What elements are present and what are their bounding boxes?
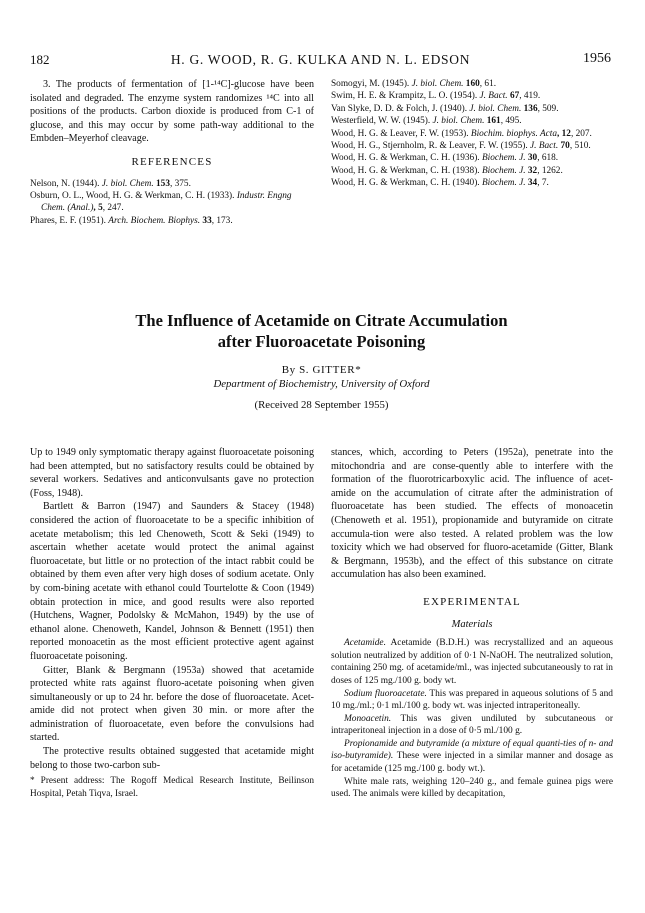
reference-entry [331, 90, 613, 102]
year: 1956 [583, 51, 611, 66]
prev-article-left-column [30, 78, 314, 227]
reference-volume: , 12 [556, 128, 571, 139]
reference-pages: , 1262. [537, 165, 563, 176]
reference-pages: , 509. [537, 103, 559, 114]
reference-authors: Wood, H. G. & Leaver, F. W. (1953). [331, 128, 471, 139]
received-date: (Received 28 September 1955) [254, 399, 389, 411]
propionamide-label: Propionamide and butyramide (a mixture of equal quanti-ties of n- and iso-butyramide). [331, 738, 613, 762]
reference-authors: Nelson, N. (1944). [30, 178, 102, 189]
materials-animals: White male rats, weighing 120–240 g., and female guinea pigs were used. The animals were killed by decapitation, [331, 776, 613, 800]
article-right-column [331, 446, 613, 801]
prev-article-right-column [331, 78, 613, 190]
materials-propionamide [331, 738, 613, 776]
reference-volume: 67 [507, 91, 520, 102]
acetamide-label: Acetamide. [344, 638, 386, 649]
reference-entry [30, 190, 314, 215]
intro-paragraph-1: Up to 1949 only symptomatic therapy against fluoroacetate poisoning had been attempted, but no satisfactory results could be obtained by several workers. Sedatives and anticonvulsants gave no protection (Foss, 1948). [30, 447, 314, 499]
fluoroacetate-label: Sodium fluoroacetate. [344, 688, 427, 699]
reference-pages: , 375. [169, 178, 191, 189]
article-title-line-1: The Influence of Acetamide on Citrate Accumulation [135, 311, 508, 330]
reference-journal: Biochim. biophys. Acta [470, 128, 557, 139]
reference-entry [331, 128, 613, 140]
reference-authors: Wood, H. G., Stjernholm, R. & Leaver, F. W. (1955). [331, 141, 531, 152]
reference-entry [331, 103, 613, 115]
reference-pages: , 7. [537, 178, 549, 189]
monoacetin-label: Monoacetin. [344, 713, 392, 724]
reference-pages: , 207. [570, 128, 592, 139]
reference-authors: Osburn, O. L., Wood, H. G. & Werkman, C. H. (1933). [30, 190, 237, 201]
references-list-left [30, 178, 314, 228]
byline: By S. GITTER* [281, 364, 362, 376]
affiliation: Department of Biochemistry, University of Oxford [213, 378, 430, 390]
materials-monoacetin [331, 713, 613, 738]
reference-volume: , 5 [93, 203, 103, 214]
materials-heading: Materials [451, 618, 493, 630]
reference-journal: J. biol. Chem. [432, 116, 485, 127]
reference-volume: 32 [525, 165, 538, 176]
reference-volume: 136 [521, 103, 538, 114]
reference-volume: 70 [558, 141, 570, 152]
materials-fluoroacetate [331, 688, 613, 713]
article-left-column [30, 446, 314, 800]
article-title-block [30, 310, 613, 411]
reference-journal: Biochem. J. [481, 153, 526, 164]
reference-authors: Wood, H. G. & Werkman, C. H. (1940). [331, 178, 482, 189]
reference-pages: , 618. [537, 153, 559, 164]
intro-paragraph-2: Bartlett & Barron (1947) and Saunders & Stacey (1948) considered the action of fluoroacetate to be a specific inhibition of acetate metabolism; this led Chenoweth, Scott & Seki (1949) to ascertain whether acetate would protect the animal against fluoroacetate, but little or no protection of the intact rabbit could be obtained by them even after very high doses of sodium acetate. Only by com-bining acetate with ethanol could Tourtelotte & Coon (1949) obtain protection in mice, and good results were also reported (Hutchens, Wagner, Podolsky & McMahon, 1949) by the use of ethanol alone. Chenoweth, Kandel, Johnson & Bennett (1951) then reported monoacetin as the most efficient protective agent against fluoroacetate poisoning. [30, 501, 314, 662]
reference-journal: Arch. Biochem. Biophys. [108, 215, 201, 226]
experimental-heading: EXPERIMENTAL [423, 595, 521, 608]
reference-pages: , 247. [102, 203, 124, 214]
conclusion-item-3: 3. The products of fermentation of [1-¹⁴C]-glucose have been isolated and degraded. The enzyme system randomizes ¹⁴C into all positions of the products. Carbon dioxide is produced from C-1 of glucose, and this may occur by some path-way additional to the Embden–Meyerhof cleavage. [30, 79, 314, 145]
reference-authors: Wood, H. G. & Werkman, C. H. (1936). [331, 153, 482, 164]
reference-entry [331, 152, 613, 164]
intro-paragraph-4: The protective results obtained suggested that acetamide might belong to those two-carbon sub- [30, 746, 314, 771]
reference-entry [331, 177, 613, 189]
reference-journal: Biochem. J. [481, 165, 526, 176]
reference-volume: 34 [525, 178, 538, 189]
reference-authors: Swim, H. E. & Krampitz, L. O. (1954). [331, 91, 480, 102]
reference-authors: Somogyi, M. (1945). [331, 79, 412, 89]
reference-volume: 161 [484, 116, 501, 127]
reference-journal: Biochem. J. [481, 178, 526, 189]
materials-acetamide [331, 637, 613, 687]
page-number: 182 [30, 52, 50, 67]
reference-entry [331, 140, 613, 152]
intro-paragraph-3: Gitter, Blank & Bergmann (1953a) showed that acetamide protected white rats against fluoro-acetate poisoning when given simultaneously or up to 24 hr. before the dose of fluoroacetate. Acet-amide did not protect when given 30 min. or more after the administration of fluoroacetate, even before the convulsions had started. [30, 664, 314, 744]
references-list-right [331, 78, 613, 190]
reference-journal: J. Bact. [530, 141, 559, 152]
reference-volume: 153 [153, 178, 170, 189]
reference-journal: J. biol. Chem. [469, 103, 522, 114]
reference-journal: J. biol. Chem. [411, 79, 464, 89]
monoacetin-text: This was given undiluted by subcutaneous or intraperitoneal injection in a dose of 0·5 ml./100 g. [331, 713, 613, 737]
reference-pages: , 510. [569, 141, 591, 152]
reference-journal: Industr. Engng Chem. (Anal.) [41, 190, 292, 214]
propionamide-text: These were injected in a similar manner and dosage as for acetamide (125 mg./100 g. body wt.). [331, 751, 613, 775]
reference-pages: , 173. [211, 215, 233, 226]
reference-pages: , 419. [519, 91, 541, 102]
reference-entry [331, 78, 613, 90]
reference-pages: , 495. [500, 116, 522, 127]
reference-volume: 30 [525, 153, 538, 164]
reference-pages: , 61. [479, 79, 497, 89]
reference-journal: J. Bact. [479, 91, 508, 102]
reference-entry [331, 115, 613, 127]
reference-authors: Phares, E. F. (1951). [30, 215, 109, 226]
running-authors: H. G. WOOD, R. G. KULKA AND N. L. EDSON [170, 52, 471, 67]
reference-volume: 33 [200, 215, 212, 226]
author-footnote: * Present address: The Rogoff Medical Research Institute, Beilinson Hospital, Petah Tiqva, Israel. [30, 776, 314, 799]
reference-authors: Wood, H. G. & Werkman, C. H. (1938). [331, 165, 482, 176]
fluoroacetate-text: This was prepared in aqueous solutions of 5 and 10 mg./ml.; 0·1 ml./100 g. body wt. was injected intraperitoneally. [331, 688, 613, 712]
reference-journal: J. biol. Chem. [101, 178, 154, 189]
article-title-line-2: after Fluoroacetate Poisoning [217, 332, 426, 351]
reference-authors: Westerfield, W. W. (1945). [331, 116, 433, 127]
reference-entry [30, 178, 314, 190]
reference-volume: 160 [463, 79, 480, 89]
intro-paragraph-5: stances, which, according to Peters (1952a), penetrate into the mitochondria and are conse-quently able to interfere with the formation of the fluorotricarboxylic acid. The influence of acet-amide on the accumulation of citrate after the administration of fluoroacetate has been studied. The effects of monoacetin (Chenoweth et al. 1951), propionamide and butyramide on citrate accumula-tion were also tested. A related problem was the low toxicity which we had observed for fluoro-acetamide (Gitter, Blank & Bergmann, 1953b), and the effect of this substance on citrate accumulation has also been examined. [331, 447, 613, 581]
reference-entry [30, 215, 314, 227]
running-header [30, 52, 611, 72]
references-heading: REFERENCES [131, 155, 213, 168]
acetamide-text: Acetamide (B.D.H.) was recrystallized and an aqueous solution neutralized by addition of 0·1 N-NaOH. The neutralized solution, containing 250 mg. of acetamide/ml., was injected subcutaneously to rat in doses of 125 mg./100 g. body wt. [331, 638, 613, 686]
reference-authors: Van Slyke, D. D. & Folch, J. (1940). [331, 103, 470, 114]
reference-entry [331, 165, 613, 177]
